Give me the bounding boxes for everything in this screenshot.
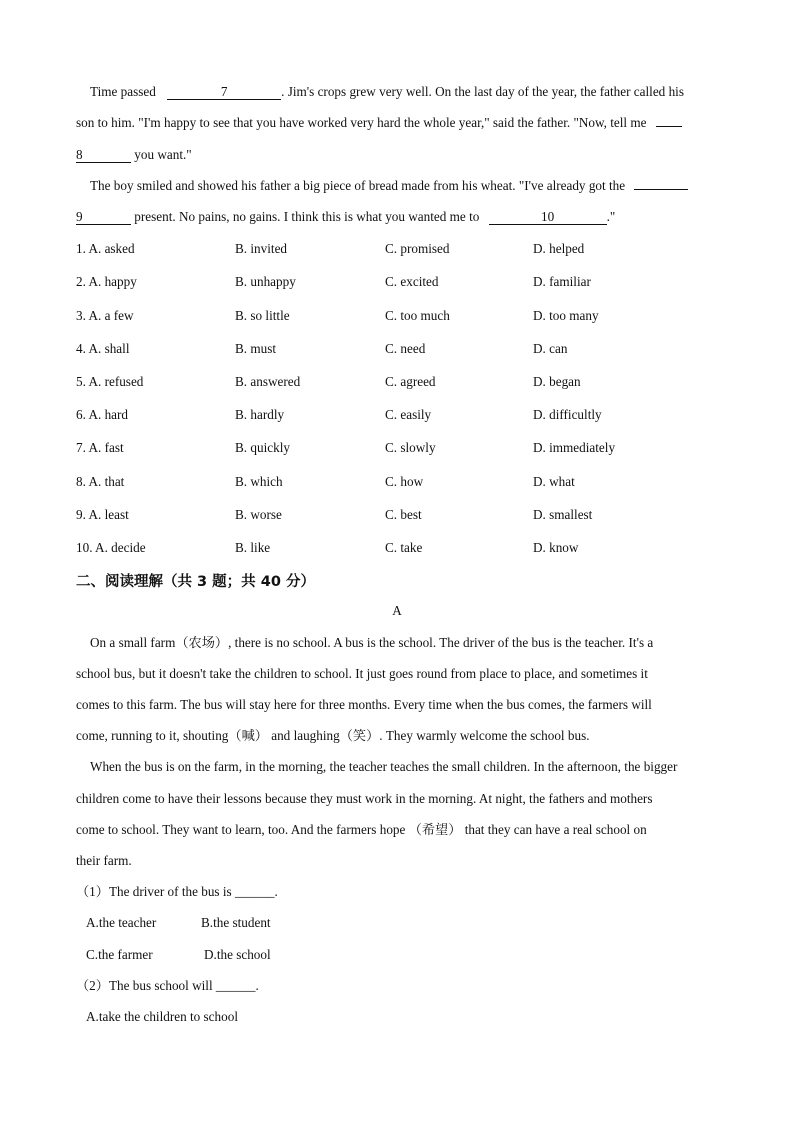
text: . Jim's crops grew very well. On the last day of the year, the father called his xyxy=(281,84,684,99)
reading-line: come, running to it, shouting（喊） and laughing（笑）. They warmly welcome the school bus. xyxy=(76,728,590,743)
q1-option-c: C.the farmer xyxy=(86,947,153,962)
option-d: D. can xyxy=(533,341,568,356)
q2-option-a: A.take the children to school xyxy=(86,1009,238,1024)
option-c: C. best xyxy=(385,507,422,522)
option-b: B. answered xyxy=(235,374,301,389)
section-heading: 二、阅读理解（共 3 题；共 40 分） xyxy=(76,574,315,590)
option-c: C. take xyxy=(385,540,423,555)
option-b: B. hardly xyxy=(235,407,285,422)
reading-line: come to school. They want to learn, too. And the farmers hope （希望） that they can have a real school on xyxy=(76,822,647,837)
option-a: 4. A. shall xyxy=(76,341,130,356)
option-a: 2. A. happy xyxy=(76,274,137,289)
option-c: C. need xyxy=(385,341,426,356)
reading-line: their farm. xyxy=(76,853,132,868)
option-d: D. began xyxy=(533,374,581,389)
option-d: D. what xyxy=(533,474,575,489)
option-b: B. which xyxy=(235,474,283,489)
q1-option-b: B.the student xyxy=(201,915,271,930)
blank-8: 8 xyxy=(76,148,131,163)
option-d: D. too many xyxy=(533,308,599,323)
reading-line: comes to this farm. The bus will stay here for three months. Every time when the bus comes, the farmers will xyxy=(76,697,652,712)
passage-line-2 xyxy=(76,115,682,131)
option-d: D. helped xyxy=(533,241,585,256)
option-b: B. like xyxy=(235,540,271,555)
option-d: D. familiar xyxy=(533,274,591,289)
option-a: 8. A. that xyxy=(76,474,125,489)
option-c: C. how xyxy=(385,474,424,489)
option-c: C. promised xyxy=(385,241,450,256)
passage-line-3 xyxy=(76,147,192,163)
option-b: B. quickly xyxy=(235,440,290,455)
q1-option-a: A.the teacher xyxy=(86,915,157,930)
reading-line: children come to have their lessons because they must work in the morning. At night, the fathers and mothers xyxy=(76,791,653,806)
passage-line-4 xyxy=(90,178,688,194)
text: son to him. "I'm happy to see that you have worked very hard the whole year," said the father. "Now, tell me xyxy=(76,115,647,130)
blank-10: 10 xyxy=(489,210,607,225)
passage-line-5 xyxy=(76,209,615,225)
option-d: D. difficultly xyxy=(533,407,602,422)
blank-7: 7 xyxy=(167,85,281,100)
reading-line: school bus, but it doesn't take the children to school. It just goes round from place to place, and sometimes it xyxy=(76,666,648,681)
reading-line: When the bus is on the farm, in the morning, the teacher teaches the small children. In the afternoon, the bigger xyxy=(90,759,678,774)
text: Time passed xyxy=(90,84,156,99)
question-2: （2）The bus school will ______. xyxy=(76,978,259,993)
passage-label: A xyxy=(392,603,402,618)
option-a: 1. A. asked xyxy=(76,241,135,256)
blank-9: 9 xyxy=(76,210,131,225)
question-1: （1）The driver of the bus is ______. xyxy=(76,884,278,899)
option-b: B. so little xyxy=(235,308,290,323)
option-c: C. too much xyxy=(385,308,450,323)
option-b: B. worse xyxy=(235,507,282,522)
text: you want." xyxy=(134,147,192,162)
option-c: C. excited xyxy=(385,274,439,289)
blank-8-start xyxy=(656,126,682,127)
option-a: 7. A. fast xyxy=(76,440,124,455)
option-b: B. must xyxy=(235,341,277,356)
passage-line-1 xyxy=(90,84,684,100)
option-b: B. invited xyxy=(235,241,288,256)
text: The boy smiled and showed his father a big piece of bread made from his wheat. "I've already got the xyxy=(90,178,626,193)
option-d: D. smallest xyxy=(533,507,593,522)
option-a: 5. A. refused xyxy=(76,374,144,389)
option-a: 6. A. hard xyxy=(76,407,129,422)
reading-line: On a small farm（农场）, there is no school. A bus is the school. The driver of the bus is the teacher. It's a xyxy=(90,635,654,650)
option-d: D. immediately xyxy=(533,440,616,455)
option-b: B. unhappy xyxy=(235,274,296,289)
text: present. No pains, no gains. I think this is what you wanted me to xyxy=(134,209,480,224)
option-a: 3. A. a few xyxy=(76,308,134,323)
option-d: D. know xyxy=(533,540,579,555)
q1-option-d: D.the school xyxy=(204,947,271,962)
option-c: C. slowly xyxy=(385,440,436,455)
option-c: C. agreed xyxy=(385,374,436,389)
option-a: 9. A. least xyxy=(76,507,129,522)
option-a: 10. A. decide xyxy=(76,540,146,555)
text: ." xyxy=(606,209,616,224)
blank-9-start xyxy=(634,189,688,190)
option-c: C. easily xyxy=(385,407,432,422)
